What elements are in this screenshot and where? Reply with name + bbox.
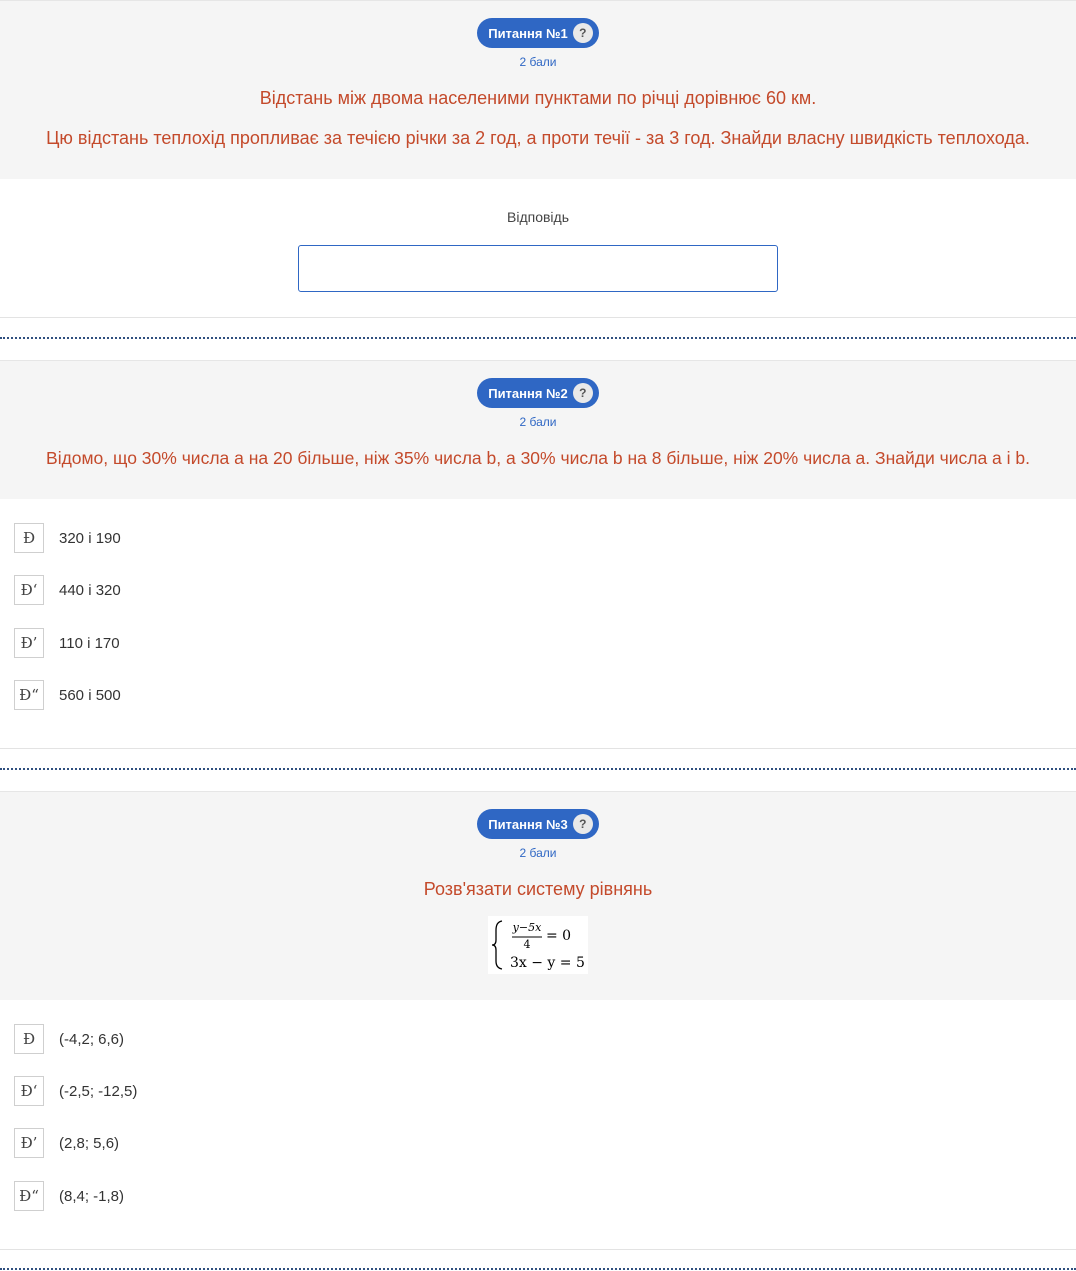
answer-option[interactable] bbox=[14, 628, 120, 658]
fraction-numerator: y−5x bbox=[512, 921, 542, 934]
answer-option[interactable] bbox=[14, 1128, 119, 1158]
option-marker[interactable]: Ð bbox=[14, 1024, 44, 1054]
question-text-line-2: Цю відстань теплохід пропливає за течією річки за 2 год, а проти течії - за 3 год. Знайди власну швидкість теплохода. bbox=[46, 128, 1030, 148]
answer-option[interactable] bbox=[14, 680, 121, 710]
help-icon[interactable]: ? bbox=[573, 814, 593, 834]
answer-option[interactable] bbox=[14, 1181, 124, 1211]
equation-2: 3x − y = 5 bbox=[510, 955, 585, 971]
answer-option[interactable] bbox=[14, 523, 121, 553]
option-marker[interactable]: Ð bbox=[14, 523, 44, 553]
question-badge bbox=[477, 18, 599, 48]
option-marker[interactable]: Ð’ bbox=[14, 628, 44, 658]
question-2-header bbox=[0, 360, 1076, 499]
question-separator bbox=[0, 768, 1076, 770]
question-points: 2 бали bbox=[519, 415, 557, 429]
option-text: (8,4; -1,8) bbox=[59, 1187, 125, 1205]
help-icon[interactable]: ? bbox=[573, 383, 593, 403]
question-separator bbox=[0, 1268, 1076, 1270]
option-text: (-2,5; -12,5) bbox=[59, 1082, 138, 1100]
question-text: Розв'язати систему рівнянь bbox=[423, 879, 653, 899]
question-number-label: Питання №3 bbox=[488, 816, 568, 832]
option-text: 110 і 170 bbox=[59, 634, 120, 652]
option-text: 440 і 320 bbox=[59, 581, 121, 599]
option-marker[interactable]: Ð“ bbox=[14, 680, 44, 710]
question-3-header bbox=[0, 791, 1076, 1000]
divider bbox=[0, 317, 1076, 318]
option-text: 320 і 190 bbox=[59, 529, 121, 547]
question-points: 2 бали bbox=[519, 846, 557, 860]
question-points: 2 бали bbox=[519, 55, 557, 69]
question-separator bbox=[0, 337, 1076, 339]
divider bbox=[0, 748, 1076, 749]
option-text: (2,8; 5,6) bbox=[59, 1134, 120, 1152]
question-number-label: Питання №1 bbox=[488, 25, 568, 41]
question-badge bbox=[477, 809, 599, 839]
option-text: (-4,2; 6,6) bbox=[59, 1030, 125, 1048]
answer-label: Відповідь bbox=[507, 209, 569, 225]
answer-input[interactable] bbox=[298, 245, 778, 292]
answer-option[interactable] bbox=[14, 575, 121, 605]
question-number-label: Питання №2 bbox=[488, 385, 568, 401]
option-marker[interactable]: Ð“ bbox=[14, 1181, 44, 1211]
question-text-line-1: Відстань між двома населеними пунктами по річці дорівнює 60 км. bbox=[259, 88, 817, 108]
option-marker[interactable]: Ð‘ bbox=[14, 1076, 44, 1106]
question-badge bbox=[477, 378, 599, 408]
help-icon[interactable]: ? bbox=[573, 23, 593, 43]
option-marker[interactable]: Ð‘ bbox=[14, 575, 44, 605]
fraction-denominator: 4 bbox=[523, 938, 531, 951]
answer-option[interactable] bbox=[14, 1024, 124, 1054]
divider bbox=[0, 1249, 1076, 1250]
option-text: 560 і 500 bbox=[59, 686, 121, 704]
equation-system-formula bbox=[488, 916, 588, 974]
equation-1-rhs: = 0 bbox=[546, 928, 572, 944]
option-marker[interactable]: Ð’ bbox=[14, 1128, 44, 1158]
question-text: Відомо, що 30% числа a на 20 більше, ніж 35% числа b, а 30% числа b на 8 більше, ніж 20% числа a. Знайди числа a і b. bbox=[46, 448, 1030, 468]
question-1-header bbox=[0, 0, 1076, 179]
answer-option[interactable] bbox=[14, 1076, 137, 1106]
